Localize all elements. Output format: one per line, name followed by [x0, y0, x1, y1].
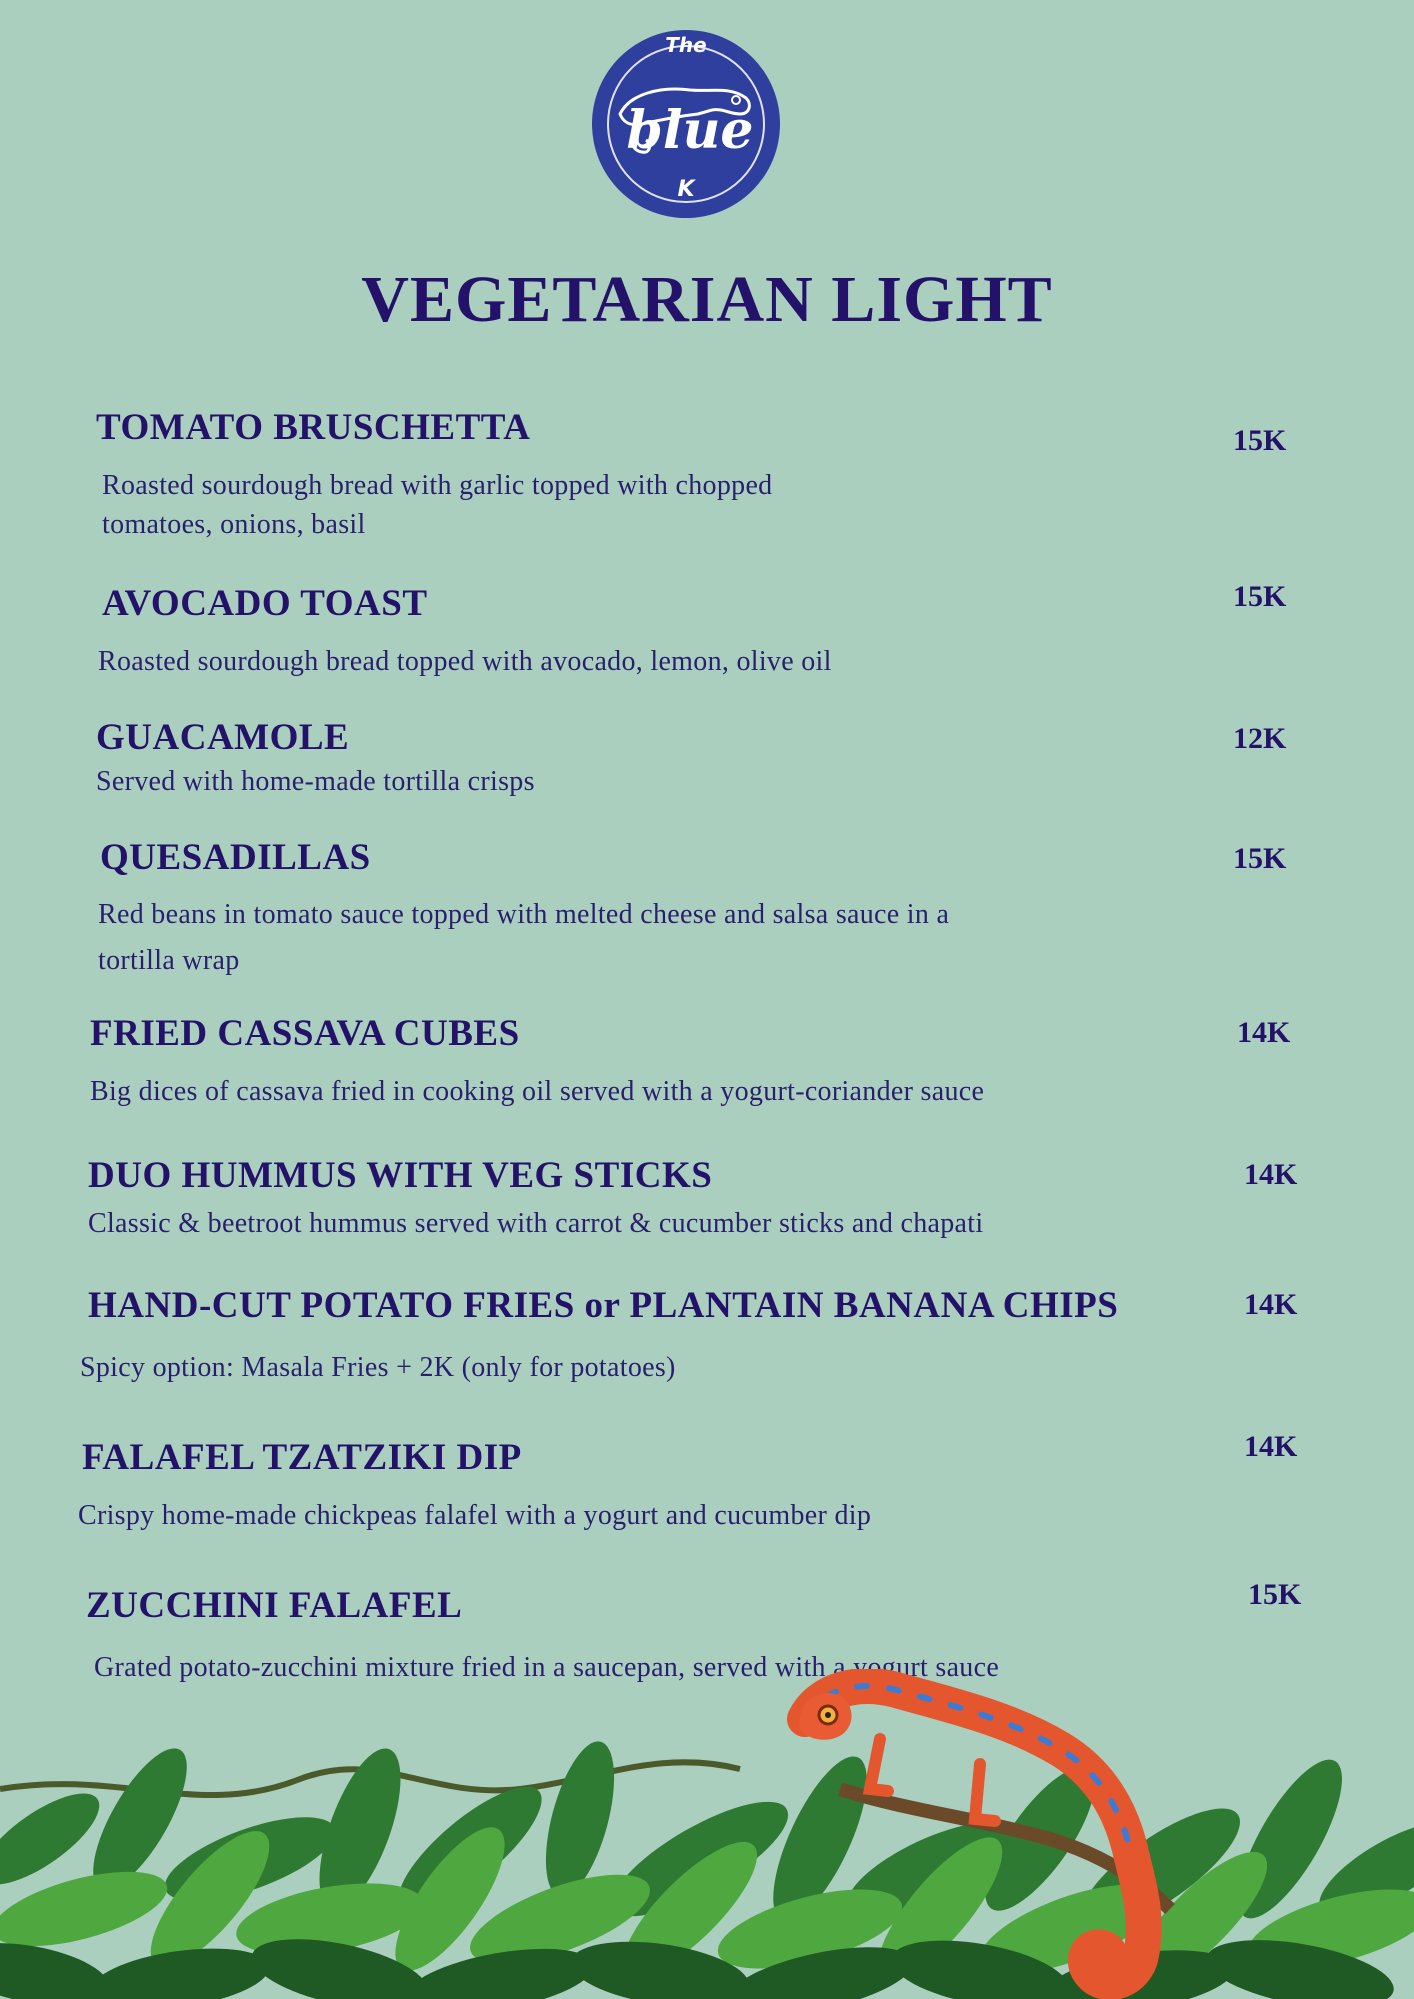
item-desc-line: Grated potato-zucchini mixture fried in a saucepan, served with a yogurt sauce: [94, 1652, 1000, 1683]
item-name-duo-hummus: DUO HUMMUS WITH VEG STICKS: [88, 1155, 713, 1196]
item-desc-line: Crispy home-made chickpeas falafel with a yogurt and cucumber dip: [78, 1500, 872, 1531]
item-price-tomato-bruschetta: 15K: [1233, 424, 1287, 457]
item-name-avocado-toast: AVOCADO TOAST: [102, 583, 428, 624]
item-desc-line: Served with home-made tortilla crisps: [96, 766, 535, 797]
blue-k-logo: [590, 28, 782, 220]
item-desc-line: Roasted sourdough bread with garlic topped with chopped: [102, 470, 773, 501]
item-desc-line: Classic & beetroot hummus served with carrot & cucumber sticks and chapati: [88, 1208, 984, 1239]
item-desc-potato-fries-plantain-chips: [80, 1348, 676, 1387]
item-desc-guacamole: [96, 762, 535, 801]
jungle-foliage-illustration: [0, 1669, 1414, 1999]
item-price-potato-fries-plantain-chips: 14K: [1244, 1288, 1298, 1321]
item-price-zucchini-falafel: 15K: [1248, 1578, 1302, 1611]
logo-text-top: The: [665, 33, 707, 57]
item-name-zucchini-falafel: ZUCCHINI FALAFEL: [86, 1585, 463, 1626]
item-name-fried-cassava-cubes: FRIED CASSAVA CUBES: [90, 1013, 520, 1054]
logo-text-bottom: K: [677, 177, 695, 202]
item-price-falafel-tzatziki-dip: 14K: [1244, 1430, 1298, 1463]
item-desc-line: Big dices of cassava fried in cooking oil served with a yogurt-coriander sauce: [90, 1076, 985, 1107]
item-desc-duo-hummus: [88, 1204, 983, 1243]
item-desc-line: Red beans in tomato sauce topped with melted cheese and salsa sauce in a: [98, 899, 950, 930]
item-name-tomato-bruschetta: TOMATO BRUSCHETTA: [96, 407, 531, 448]
item-desc-falafel-tzatziki-dip: [78, 1496, 871, 1535]
item-desc-line: Spicy option: Masala Fries + 2K (only for potatoes): [80, 1352, 676, 1383]
item-price-duo-hummus: 14K: [1244, 1158, 1298, 1191]
item-price-fried-cassava-cubes: 14K: [1237, 1016, 1291, 1049]
item-desc-line: tortilla wrap: [98, 945, 240, 976]
logo-text-main: blue: [626, 100, 754, 161]
item-desc-avocado-toast: [98, 642, 832, 681]
item-desc-quesadillas: [98, 892, 949, 984]
item-name-quesadillas: QUESADILLAS: [100, 837, 371, 878]
item-price-guacamole: 12K: [1233, 722, 1287, 755]
item-desc-line: tomatoes, onions, basil: [102, 509, 366, 540]
item-desc-tomato-bruschetta: [102, 466, 772, 544]
item-name-guacamole: GUACAMOLE: [96, 717, 350, 758]
item-price-quesadillas: 15K: [1233, 842, 1287, 875]
menu-section-title: VEGETARIAN LIGHT: [361, 263, 1053, 336]
item-price-avocado-toast: 15K: [1233, 580, 1287, 613]
item-desc-line: Roasted sourdough bread topped with avocado, lemon, olive oil: [98, 646, 832, 677]
item-name-falafel-tzatziki-dip: FALAFEL TZATZIKI DIP: [82, 1437, 522, 1478]
item-name-potato-fries-plantain-chips: HAND-CUT POTATO FRIES or PLANTAIN BANANA CHIPS: [88, 1285, 1119, 1326]
item-desc-fried-cassava-cubes: [90, 1072, 984, 1111]
